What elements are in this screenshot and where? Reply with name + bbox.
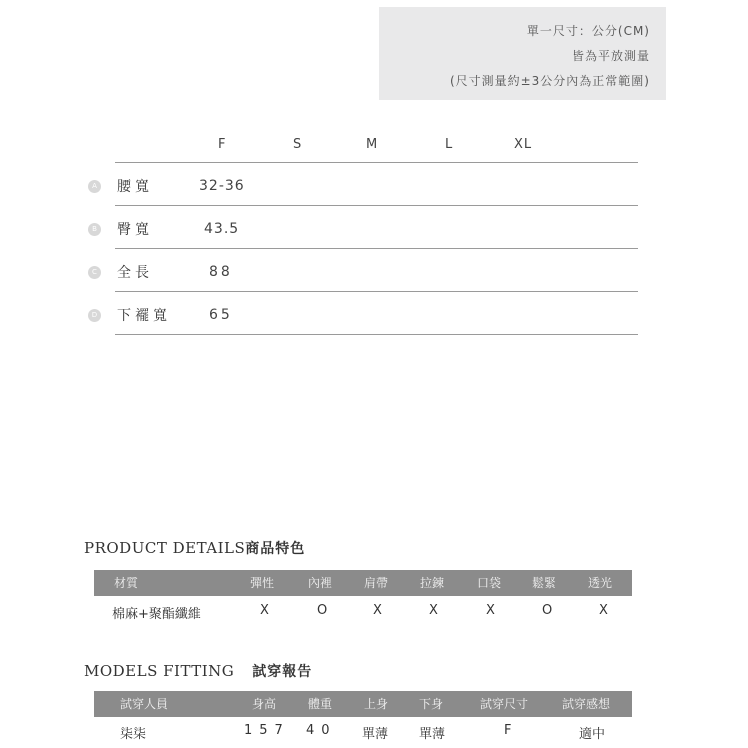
header-cell: 試穿人員 <box>120 697 169 711</box>
divider <box>115 291 638 292</box>
size-col-f: F <box>218 137 227 152</box>
product-details-title-en: PRODUCT DETAILS <box>84 539 246 557</box>
size-col-s: S <box>293 137 303 152</box>
unit-note-box <box>379 7 666 100</box>
row-cell: X <box>260 603 269 618</box>
divider <box>115 334 638 335</box>
badge-a-icon: A <box>88 180 101 193</box>
header-cell: 下身 <box>419 697 444 711</box>
measurement-row-length <box>88 260 199 284</box>
header-cell: 口袋 <box>477 576 502 590</box>
unit-note-line3: (尺寸測量約±3公分內為正常範圍) <box>449 74 650 88</box>
row-cell: X <box>429 603 438 618</box>
measurement-row-waist <box>88 174 199 198</box>
row-cell: 適中 <box>579 727 606 742</box>
header-cell: 材質 <box>114 576 139 590</box>
header-cell: 鬆緊 <box>532 576 557 590</box>
measurement-label: 下襬寬 <box>117 308 171 324</box>
measurement-value: 43.5 <box>204 221 240 237</box>
measurement-row-hem <box>88 303 199 327</box>
header-cell: 體重 <box>308 697 333 711</box>
measurement-value: 65 <box>209 307 233 323</box>
row-cell: F <box>504 723 512 738</box>
product-details-header <box>94 570 632 596</box>
header-cell: 內裡 <box>308 576 333 590</box>
row-cell: X <box>599 603 608 618</box>
measurement-label: 臀寬 <box>117 222 153 238</box>
header-cell: 透光 <box>588 576 613 590</box>
divider <box>115 205 638 206</box>
models-fitting-title <box>84 661 312 681</box>
badge-d-icon: D <box>88 309 101 322</box>
size-col-l: L <box>445 137 454 152</box>
models-fitting-title-en: MODELS FITTING <box>84 662 235 680</box>
size-col-xl: XL <box>514 137 533 152</box>
row-cell: 40 <box>306 723 337 738</box>
divider <box>115 162 638 163</box>
row-cell: X <box>486 603 495 618</box>
row-cell: X <box>373 603 382 618</box>
header-cell: 試穿感想 <box>562 697 611 711</box>
row-cell: 單薄 <box>419 727 446 742</box>
row-cell: O <box>542 603 553 618</box>
product-details-title-zh: 商品特色 <box>245 541 306 557</box>
header-cell: 肩帶 <box>364 576 389 590</box>
row-cell: 單薄 <box>362 727 389 742</box>
product-details-title <box>84 538 305 558</box>
header-cell: 試穿尺寸 <box>480 697 529 711</box>
measurement-label: 全長 <box>117 265 153 281</box>
divider <box>115 248 638 249</box>
size-col-m: M <box>366 137 379 152</box>
row-cell: O <box>317 603 328 618</box>
header-cell: 拉鍊 <box>420 576 445 590</box>
header-cell: 彈性 <box>250 576 275 590</box>
measurement-row-hip <box>88 217 199 241</box>
measurement-value: 88 <box>209 264 233 280</box>
unit-note-line1: 單一尺寸：公分(CM) <box>526 24 650 38</box>
badge-c-icon: C <box>88 266 101 279</box>
measurement-label: 腰寬 <box>117 179 153 195</box>
row-cell: 157 <box>244 723 290 738</box>
models-fitting-title-zh: 試穿報告 <box>252 664 313 680</box>
unit-note-line2: 皆為平放測量 <box>571 49 650 63</box>
row-cell: 柒柒 <box>120 727 147 742</box>
row-cell: 棉麻+聚酯纖維 <box>112 607 201 622</box>
measurement-value: 32-36 <box>199 178 245 194</box>
header-cell: 上身 <box>364 697 389 711</box>
header-cell: 身高 <box>252 697 277 711</box>
badge-b-icon: B <box>88 223 101 236</box>
models-fitting-header <box>94 691 632 717</box>
